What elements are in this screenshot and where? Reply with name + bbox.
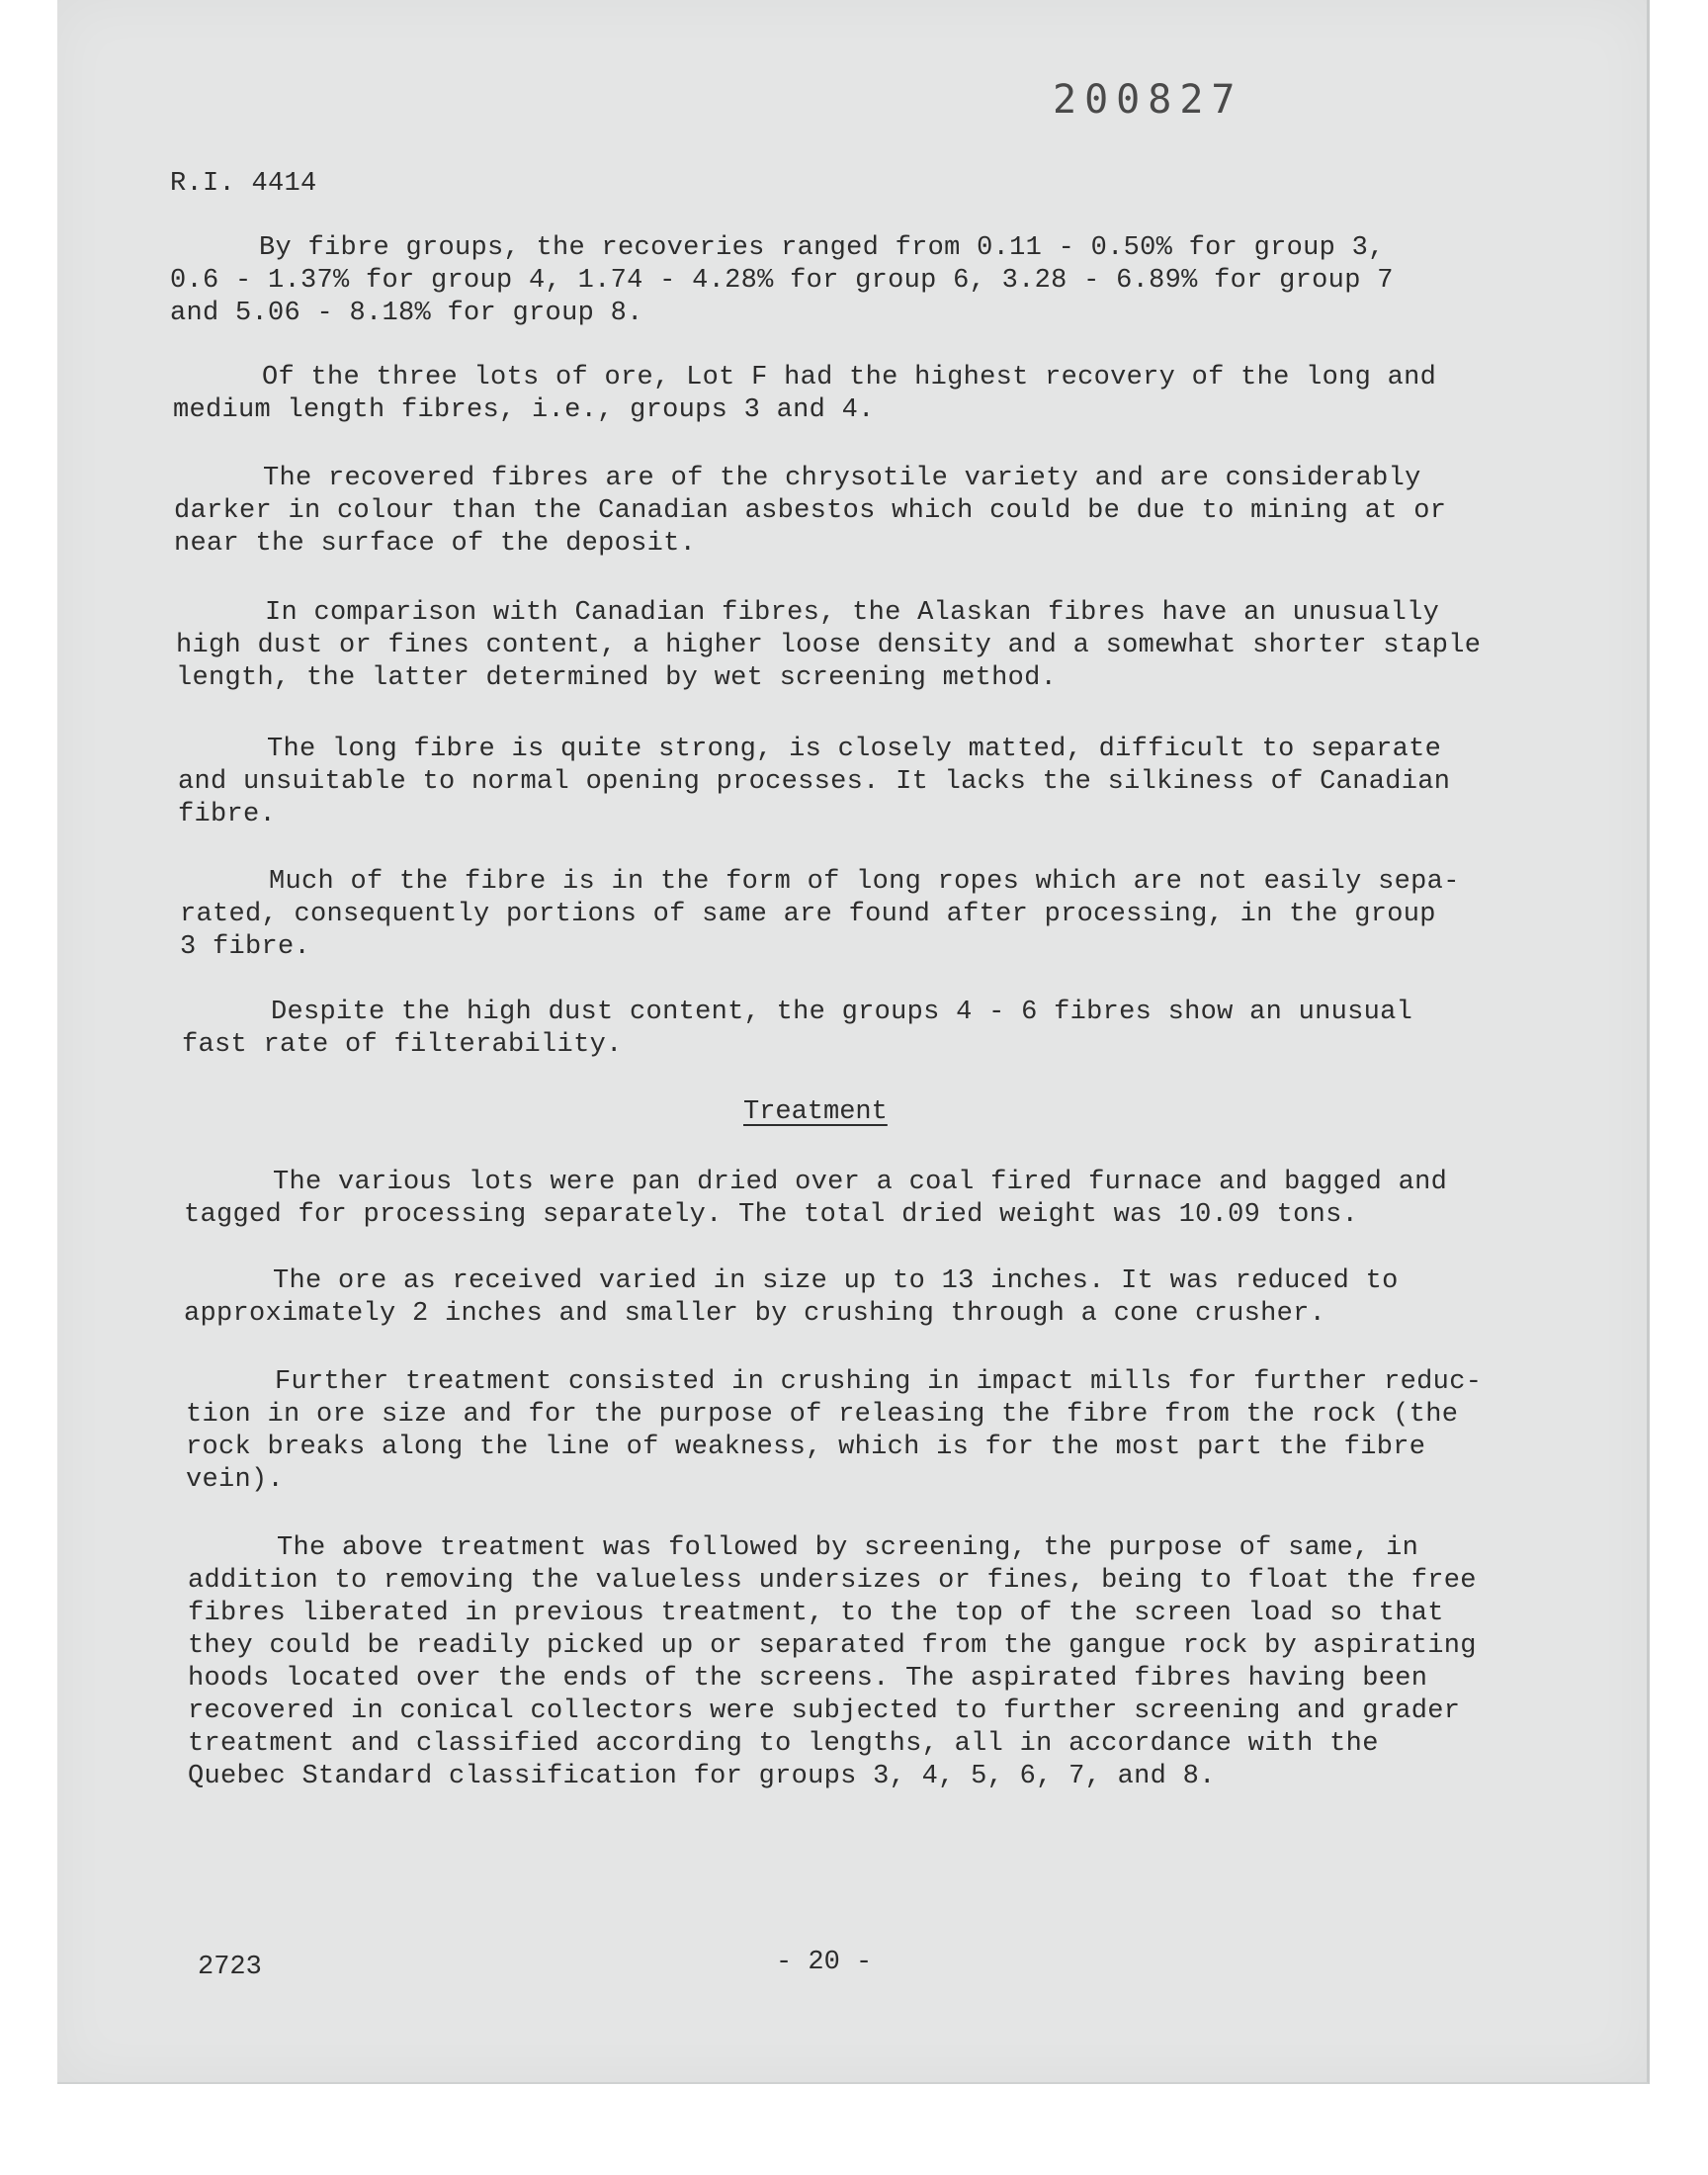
text-line: medium length fibres, i.e., groups 3 and 4. xyxy=(173,395,875,425)
text-line: By fibre groups, the recoveries ranged from 0.11 - 0.50% for group 3, xyxy=(259,233,1385,263)
text-line: fibres liberated in previous treatment, to the top of the screen load so that xyxy=(188,1599,1444,1628)
paragraph-screening xyxy=(188,1532,1477,1793)
text-line: rated, consequently portions of same are found after processing, in the group xyxy=(180,900,1436,929)
text-line: recovered in conical collectors were subjected to further screening and grader xyxy=(188,1696,1461,1726)
text-line: Quebec Standard classification for groups 3, 4, 5, 6, 7, and 8. xyxy=(188,1762,1216,1791)
text-line: high dust or fines content, a higher loose density and a somewhat shorter staple xyxy=(176,631,1482,660)
page-number: - 20 - xyxy=(776,1948,873,1977)
text-line: Much of the fibre is in the form of long ropes which are not easily sepa- xyxy=(269,867,1460,897)
text-line: 0.6 - 1.37% for group 4, 1.74 - 4.28% for group 6, 3.28 - 6.89% for group 7 xyxy=(170,266,1394,296)
report-id: R.I. 4414 xyxy=(170,169,317,199)
paragraph-lot-f xyxy=(173,362,1436,427)
paragraph-ropes xyxy=(180,866,1460,964)
text-line: approximately 2 inches and smaller by crushing through a cone crusher. xyxy=(184,1299,1326,1329)
paragraph-long-fibre xyxy=(178,734,1450,831)
text-line: The long fibre is quite strong, is closely matted, difficult to separate xyxy=(267,735,1442,764)
text-line: and unsuitable to normal opening processes. It lacks the silkiness of Canadian xyxy=(178,767,1451,797)
text-line: Of the three lots of ore, Lot F had the highest recovery of the long and xyxy=(262,363,1437,392)
text-line: The various lots were pan dried over a coal fired furnace and bagged and xyxy=(273,1168,1448,1197)
text-line: rock breaks along the line of weakness, which is for the most part the fibre xyxy=(186,1433,1426,1462)
text-line: and 5.06 - 8.18% for group 8. xyxy=(170,299,643,328)
text-line: Despite the high dust content, the groups 4 - 6 fibres show an unusual xyxy=(271,998,1413,1027)
paragraph-impact-mills xyxy=(186,1366,1482,1497)
document-number: 2723 xyxy=(198,1953,262,1982)
paragraph-recoveries xyxy=(170,232,1394,330)
paragraph-chrysotile xyxy=(174,463,1446,561)
text-line: The recovered fibres are of the chrysotile variety and are considerably xyxy=(263,464,1421,493)
text-line: The ore as received varied in size up to 13 inches. It was reduced to xyxy=(273,1266,1399,1296)
text-line: they could be readily picked up or separated from the gangue rock by aspirating xyxy=(188,1631,1477,1661)
text-line: 3 fibre. xyxy=(180,932,311,962)
text-line: The above treatment was followed by screening, the purpose of same, in xyxy=(277,1533,1419,1563)
text-line: length, the latter determined by wet screening method. xyxy=(176,663,1058,693)
text-line: addition to removing the valueless undersizes or fines, being to float the free xyxy=(188,1566,1477,1596)
archive-stamp-number: 200827 xyxy=(1053,77,1243,123)
text-line: Further treatment consisted in crushing in impact mills for further reduc- xyxy=(275,1367,1483,1397)
text-line: tagged for processing separately. The total dried weight was 10.09 tons. xyxy=(184,1200,1359,1230)
text-line: vein). xyxy=(186,1465,285,1495)
text-line: darker in colour than the Canadian asbestos which could be due to mining at or xyxy=(174,496,1447,526)
text-line: treatment and classified according to lengths, all in accordance with the xyxy=(188,1729,1379,1759)
paragraph-comparison xyxy=(176,597,1481,695)
paragraph-pan-dried xyxy=(184,1167,1447,1232)
text-line: hoods located over the ends of the screens. The aspirated fibres having been xyxy=(188,1664,1428,1694)
text-line: fibre. xyxy=(178,800,277,829)
section-heading-treatment: Treatment xyxy=(743,1097,888,1127)
text-line: fast rate of filterability. xyxy=(182,1030,623,1060)
text-line: tion in ore size and for the purpose of releasing the fibre from the rock (the xyxy=(186,1400,1459,1430)
text-line: In comparison with Canadian fibres, the Alaskan fibres have an unusually xyxy=(265,598,1440,628)
paragraph-ore-size xyxy=(184,1265,1399,1331)
text-line: near the surface of the deposit. xyxy=(174,529,697,559)
paragraph-filterability xyxy=(182,997,1412,1062)
